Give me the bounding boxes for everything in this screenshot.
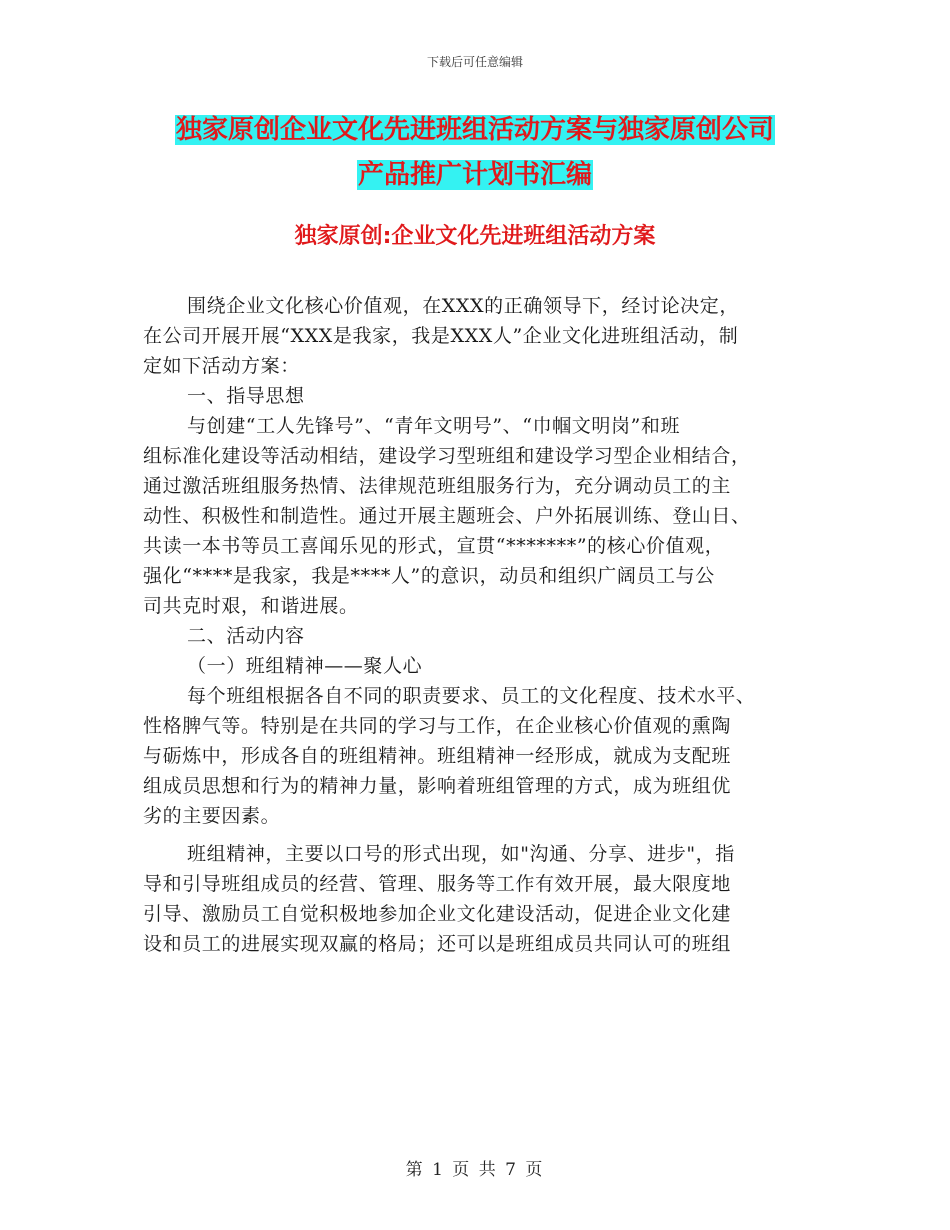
document-title-highlight-1: 独家原创企业文化先进班组活动方案与独家原创公司 — [175, 115, 774, 145]
header-note: 下载后可任意编辑 — [426, 55, 523, 69]
paragraph-line: 司共克时艰，和谐进展。 — [143, 595, 359, 617]
paragraph-line: 劣的主要因素。 — [143, 805, 281, 827]
paragraph-line: 性格脾气等。特别是在共同的学习与工作，在企业核心价值观的熏陶 — [143, 715, 732, 737]
subheading-line: （一）班组精神——聚人心 — [187, 655, 423, 677]
paragraph-line: 导和引导班组成员的经营、管理、服务等工作有效开展，最大限度地 — [143, 873, 732, 895]
document-title-line-2 — [0, 155, 950, 195]
paragraph-line: 班组精神，主要以口号的形式出现，如"沟通、分享、进步"，指 — [187, 843, 735, 865]
heading-line: 二、活动内容 — [187, 625, 305, 647]
paragraph-line: 每个班组根据各自不同的职责要求、员工的文化程度、技术水平、 — [187, 685, 756, 707]
paragraph-line: 组标准化建设等活动相结，建设学习型班组和建设学习型企业相结合， — [143, 445, 751, 467]
paragraph-line: 设和员工的进展实现双赢的格局；还可以是班组成员共同认可的班组 — [143, 933, 732, 955]
paragraph-line: 引导、激励员工自觉积极地参加企业文化建设活动，促进企业文化建 — [143, 903, 732, 925]
document-title-highlight-2: 产品推广计划书汇编 — [357, 160, 592, 190]
section-title: 独家原创:企业文化先进班组活动方案 — [294, 224, 656, 249]
paragraph-line: 通过激活班组服务热情、法律规范班组服务行为，充分调动员工的主 — [143, 475, 732, 497]
paragraph-line: 共读一本书等员工喜闻乐见的形式，宣贯“*******”的核心价值观， — [143, 535, 725, 557]
document-title-line-1 — [0, 110, 950, 150]
body-text — [143, 291, 813, 959]
paragraph-line: 强化“****是我家，我是****人”的意识，动员和组织广阔员工与公 — [143, 565, 715, 587]
paragraph-line: 动性、积极性和制造性。通过开展主题班会、户外拓展训练、登山日、 — [143, 505, 751, 527]
heading-line: 一、指导思想 — [187, 385, 305, 407]
paragraph-line: 与创建“工人先锋号”、“青年文明号”、“巾帼文明岗”和班 — [187, 415, 681, 437]
paragraph-line: 定如下活动方案： — [143, 355, 300, 377]
page-number-footer: 第 1 页 共 7 页 — [405, 1160, 545, 1180]
paragraph-line: 与砺炼中，形成各自的班组精神。班组精神一经形成，就成为支配班 — [143, 745, 732, 767]
paragraph-line: 围绕企业文化核心价值观，在XXX的正确领导下，经讨论决定， — [187, 295, 739, 317]
paragraph-line: 在公司开展开展“XXX是我家，我是XXX人”企业文化进班组活动，制 — [143, 325, 739, 347]
paragraph-line: 组成员思想和行为的精神力量，影响着班组管理的方式，成为班组优 — [143, 775, 732, 797]
